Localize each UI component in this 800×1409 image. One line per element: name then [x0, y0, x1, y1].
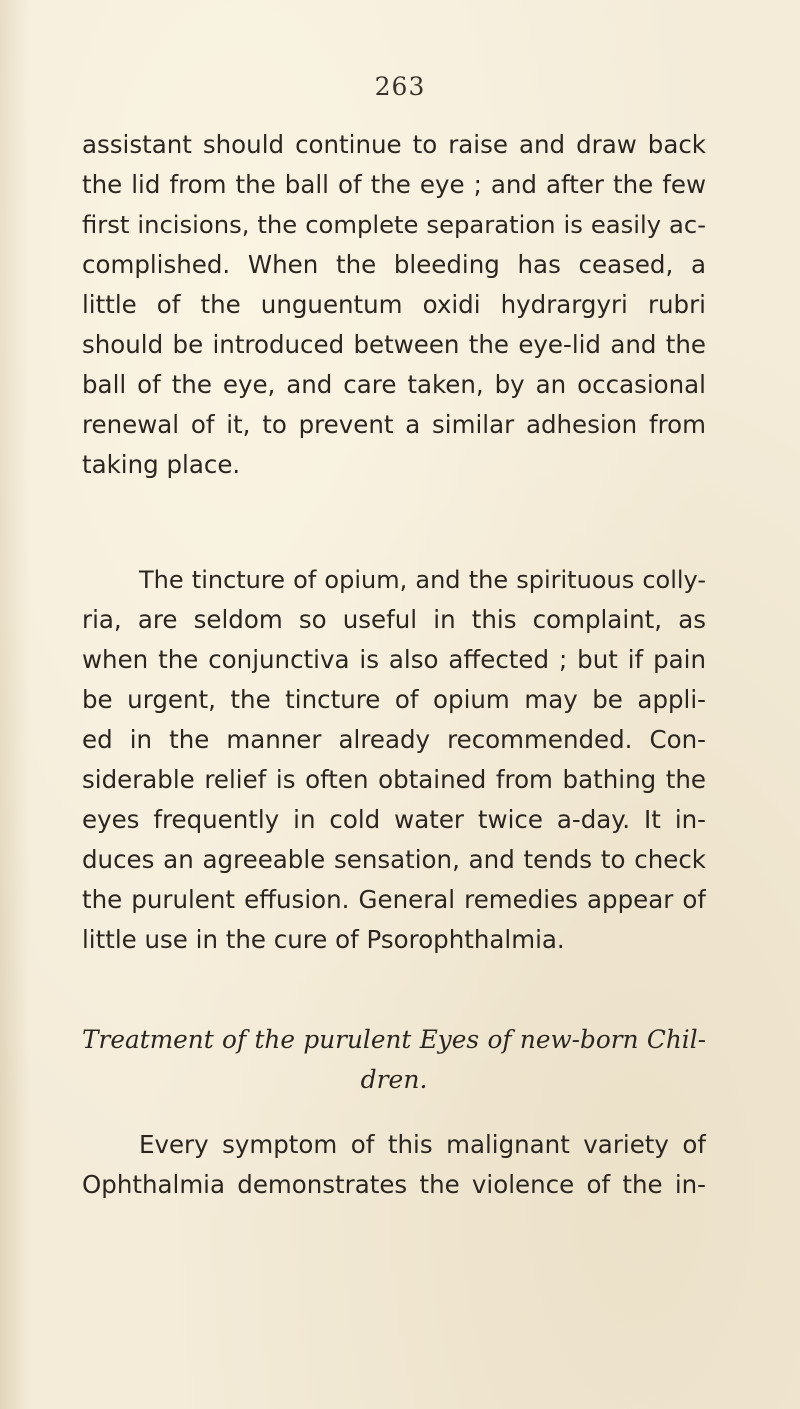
text-line: duces an agreeable sensation, and tends to check [82, 845, 706, 874]
text-line: the lid from the ball of the eye ; and after the few [82, 170, 706, 199]
text-line: the purulent effusion. General remedies appear of [82, 885, 706, 914]
text-line: ball of the eye, and care taken, by an occasional [82, 370, 706, 399]
paragraph [82, 1125, 706, 1205]
text-line: renewal of it, to prevent a similar adhesion from [82, 410, 706, 439]
text-line: should be introduced between the eye-lid and the [82, 330, 706, 359]
paragraph [82, 560, 706, 960]
text-line: ria, are seldom so useful in this complaint, as [82, 605, 706, 634]
text-line: taking place. [82, 450, 241, 479]
text-line: The tincture of opium, and the spirituous colly- [139, 566, 706, 594]
text-line: Every symptom of this malignant variety of [139, 1130, 706, 1159]
text-line: first incisions, the complete separation is easily ac- [82, 210, 706, 239]
text-line: siderable relief is often obtained from bathing the [82, 765, 706, 794]
text-line: assistant should continue to raise and draw back [82, 130, 706, 159]
paragraph [82, 125, 706, 485]
section-heading [82, 1020, 706, 1100]
text-line: be urgent, the tincture of opium may be appli- [82, 685, 706, 714]
text-line: little use in the cure of Psorophthalmia. [82, 925, 565, 954]
text-line: ed in the manner already recommended. Con- [82, 725, 706, 754]
text-line: little of the unguentum oxidi hydrargyri rubri [82, 290, 706, 319]
text-line: when the conjunctiva is also affected ; but if pain [82, 645, 706, 674]
text-line: eyes frequently in cold water twice a-day. It in- [82, 805, 706, 834]
heading-line: dren. [360, 1065, 428, 1094]
text-line: Ophthalmia demonstrates the violence of the in- [82, 1170, 706, 1199]
page-number: 263 [374, 72, 426, 101]
heading-line: Treatment of the purulent Eyes of new-born Chil- [82, 1025, 706, 1054]
text-line: complished. When the bleeding has ceased, a [82, 250, 706, 279]
